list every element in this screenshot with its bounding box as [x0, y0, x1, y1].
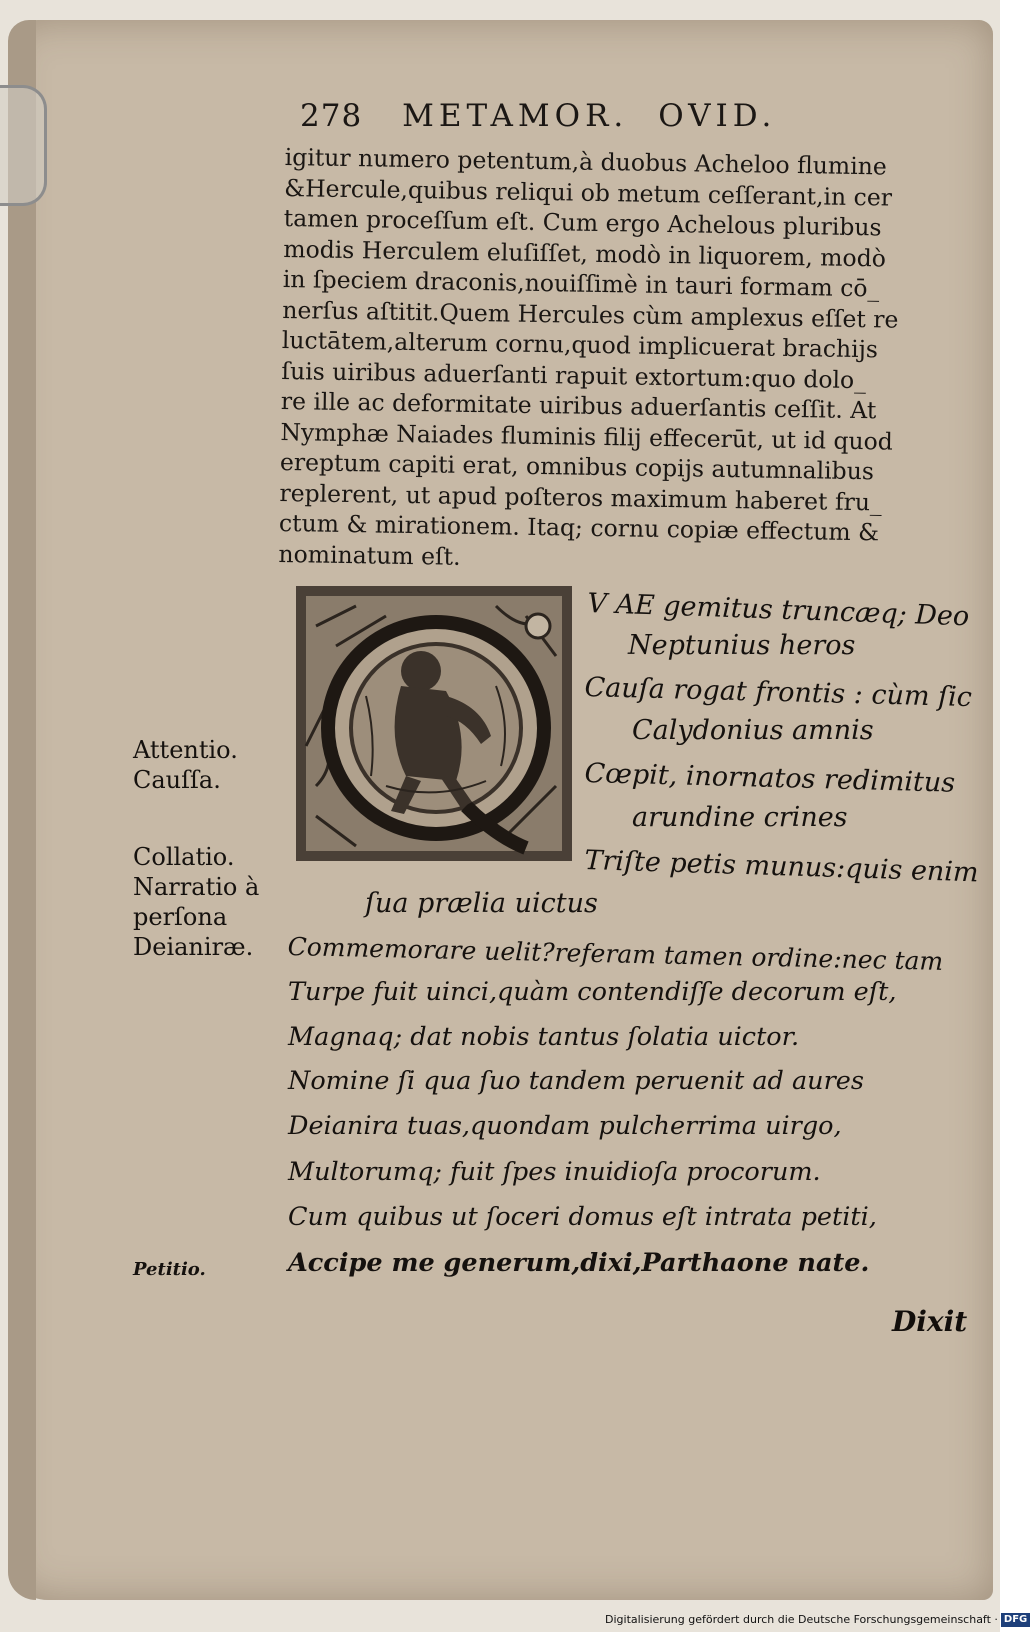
woodcut-initial-q — [296, 586, 572, 861]
verse-line: Cauſa rogat frontis : cùm ſic — [584, 672, 973, 714]
woodcut-illustration — [296, 586, 572, 861]
prose-line: &Hercule,quibus reliqui ob metum ceſſerant,in cer — [284, 173, 893, 212]
verse-line: arundine crines — [632, 802, 848, 833]
verse-line: ſua prælia uictus — [365, 888, 598, 919]
verse-line: Commemorare uelit?referam tamen ordine:nec tam — [287, 932, 944, 976]
margin-note: Cauſſa. — [133, 766, 221, 794]
title-right: OVID. — [658, 98, 777, 134]
prose-line: nerſus aſtitit.Quem Hercules cùm amplexus eſſet re — [282, 295, 899, 334]
prose-line: ſuis uiribus aduerſanti rapuit extortum:quo dolo_ — [281, 356, 867, 394]
margin-note: Narratio à — [133, 873, 260, 901]
footer-text: Digitalisierung gefördert durch die Deutsche Forschungsgemeinschaft · — [605, 1613, 998, 1626]
dfg-logo: DFG — [1001, 1613, 1030, 1627]
prose-line: tamen proceſſum eſt. Cum ergo Achelous pluribus — [283, 203, 882, 242]
prose-line: luctātem,alterum cornu,quod implicuerat brachijs — [281, 325, 879, 364]
verse-line: Cum quibus ut ſoceri domus eſt intrata petiti, — [288, 1202, 877, 1232]
verse-line: Nomine ſi qua ſuo tandem peruenit ad aures — [288, 1066, 864, 1096]
verse-line: Triſte petis munus:quis enim — [584, 845, 980, 889]
verse-line: Turpe fuit uinci,quàm contendiſſe decorum eſt, — [288, 977, 897, 1007]
verse-line: Calydonius amnis — [632, 715, 874, 746]
verse-line: V AE gemitus truncæq; Deo — [586, 588, 970, 633]
verse-line: Magnaq; dat nobis tantus ſolatia uictor. — [288, 1022, 800, 1052]
verse-line: Multorumq; fuit ſpes inuidioſa procorum. — [288, 1157, 821, 1187]
prose-block — [278, 142, 945, 579]
margin-note: Collatio. — [133, 843, 235, 871]
page-edge — [8, 20, 36, 1600]
prose-line: in ſpeciem draconis,nouiſſimè in tauri formam cō_ — [282, 264, 880, 303]
verse-line: Accipe me generum,dixi,Parthaone nate. — [288, 1248, 870, 1278]
prose-line: igitur numero petentum,à duobus Acheloo flumine — [284, 142, 887, 181]
verse-line: Neptunius heros — [628, 630, 856, 661]
prose-line: re ille ac deformitate uiribus aduerſantis ceſſit. At — [280, 386, 877, 425]
margin-note: Deianiræ. — [133, 933, 254, 961]
page-number: 278 — [300, 98, 363, 134]
title-left: METAMOR. — [402, 98, 629, 134]
running-head — [300, 98, 860, 142]
margin-note: Attentio. — [133, 736, 238, 764]
prose-line: Nymphæ Naiades fluminis filij effecerūt, ut id quod — [280, 417, 894, 456]
prose-line: replerent, ut apud poſteros maximum haberet fru_ — [279, 478, 883, 516]
verse-line: Deianira tuas,quondam pulcherrima uirgo, — [288, 1111, 842, 1141]
margin-note: perſona — [133, 903, 228, 931]
catchword: Dixit — [892, 1305, 968, 1338]
prose-line: ereptum capiti erat, omnibus copijs autumnalibus — [279, 447, 875, 486]
margin-note: Petitio. — [133, 1259, 206, 1280]
verse-line: Cœpit, inornatos redimitus — [584, 758, 956, 799]
prose-line: nominatum eſt. — [278, 539, 461, 571]
prose-line: ctum & mirationem. Itaq; cornu copiæ effectum & — [278, 508, 880, 547]
prose-line: modis Herculem eluſiſſet, modò in liquorem, modò — [283, 234, 887, 272]
clip-icon — [0, 85, 47, 206]
digitization-footer — [605, 1611, 1030, 1629]
